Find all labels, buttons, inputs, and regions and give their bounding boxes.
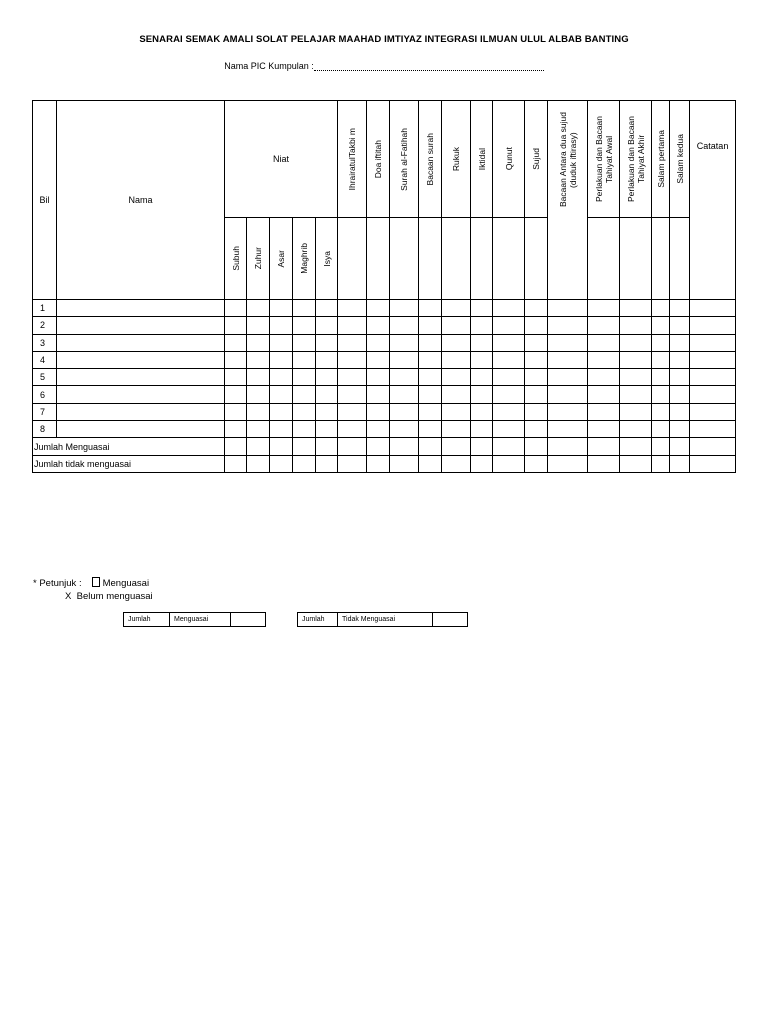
summary-cell[interactable] <box>390 438 419 455</box>
blank-cell <box>367 218 390 300</box>
check-cell[interactable] <box>525 351 548 368</box>
check-cell[interactable] <box>442 369 471 386</box>
jumlah-label: Jumlah <box>124 613 170 627</box>
check-cell[interactable] <box>493 403 525 420</box>
check-cell[interactable] <box>471 421 493 438</box>
check-cell[interactable] <box>225 369 247 386</box>
check-cell[interactable] <box>367 334 390 351</box>
check-cell[interactable] <box>670 369 690 386</box>
summary-cell[interactable] <box>293 455 316 472</box>
check-cell[interactable] <box>247 334 270 351</box>
check-cell[interactable] <box>293 317 316 334</box>
table-row <box>33 386 736 403</box>
check-cell[interactable] <box>247 369 270 386</box>
check-cell[interactable] <box>316 386 338 403</box>
check-cell[interactable] <box>588 334 620 351</box>
check-cell[interactable] <box>442 421 471 438</box>
checkbox-icon <box>92 577 100 587</box>
summary-cell[interactable] <box>316 438 338 455</box>
catatan-cell[interactable] <box>690 300 736 317</box>
check-cell[interactable] <box>390 317 419 334</box>
catatan-cell[interactable] <box>690 317 736 334</box>
row-number: 7 <box>33 403 57 420</box>
catatan-cell[interactable] <box>690 421 736 438</box>
header-antara-sujud: Bacaan Antara dua sujud (duduk iftirasy) <box>548 101 588 300</box>
check-cell[interactable] <box>338 317 367 334</box>
check-cell[interactable] <box>338 421 367 438</box>
summary-row-menguasai <box>33 438 736 455</box>
table-row <box>33 317 736 334</box>
check-cell[interactable] <box>670 386 690 403</box>
check-cell[interactable] <box>471 386 493 403</box>
check-cell[interactable] <box>652 300 670 317</box>
check-cell[interactable] <box>442 334 471 351</box>
check-cell[interactable] <box>293 386 316 403</box>
check-cell[interactable] <box>390 300 419 317</box>
check-cell[interactable] <box>316 421 338 438</box>
blank-cell <box>588 218 620 300</box>
name-cell[interactable] <box>57 403 225 420</box>
name-cell[interactable] <box>57 317 225 334</box>
jumlah-tidak-menguasai-box <box>297 612 468 627</box>
pic-label: Nama PIC Kumpulan : <box>224 61 314 71</box>
blank-cell <box>442 218 471 300</box>
summary-cell[interactable] <box>367 438 390 455</box>
row-number: 1 <box>33 300 57 317</box>
summary-cell[interactable] <box>419 438 442 455</box>
summary-label-tidak-menguasai: Jumlah tidak menguasai <box>33 455 225 472</box>
summary-cell[interactable] <box>548 455 588 472</box>
catatan-cell[interactable] <box>690 386 736 403</box>
check-cell[interactable] <box>442 403 471 420</box>
check-cell[interactable] <box>367 317 390 334</box>
check-cell[interactable] <box>588 386 620 403</box>
header-catatan: Catatan <box>690 101 736 300</box>
check-cell[interactable] <box>442 386 471 403</box>
check-cell[interactable] <box>367 421 390 438</box>
check-cell[interactable] <box>548 300 588 317</box>
check-cell[interactable] <box>338 369 367 386</box>
check-cell[interactable] <box>225 403 247 420</box>
check-cell[interactable] <box>225 300 247 317</box>
summary-cell[interactable] <box>652 455 670 472</box>
check-cell[interactable] <box>316 334 338 351</box>
check-cell[interactable] <box>270 334 293 351</box>
check-cell[interactable] <box>338 386 367 403</box>
check-cell[interactable] <box>652 403 670 420</box>
check-cell[interactable] <box>316 403 338 420</box>
blank-cell <box>620 218 652 300</box>
summary-cell[interactable] <box>270 455 293 472</box>
jumlah-label: Jumlah <box>298 613 338 627</box>
header-asar: Asar <box>270 218 293 300</box>
pic-line <box>0 61 768 71</box>
name-cell[interactable] <box>57 369 225 386</box>
check-cell[interactable] <box>620 351 652 368</box>
check-cell[interactable] <box>620 334 652 351</box>
check-cell[interactable] <box>225 386 247 403</box>
summary-cell[interactable] <box>493 455 525 472</box>
tidak-menguasai-label: Tidak Menguasai <box>338 613 433 627</box>
check-cell[interactable] <box>247 421 270 438</box>
check-cell[interactable] <box>270 369 293 386</box>
summary-cell[interactable] <box>419 455 442 472</box>
header-isya: Isya <box>316 218 338 300</box>
catatan-cell[interactable] <box>690 334 736 351</box>
check-cell[interactable] <box>247 351 270 368</box>
check-cell[interactable] <box>652 317 670 334</box>
check-cell[interactable] <box>493 386 525 403</box>
check-cell[interactable] <box>419 334 442 351</box>
check-cell[interactable] <box>620 317 652 334</box>
check-cell[interactable] <box>525 369 548 386</box>
header-zuhur: Zuhur <box>247 218 270 300</box>
check-cell[interactable] <box>670 351 690 368</box>
catatan-cell[interactable] <box>690 369 736 386</box>
legend-tick-label: Menguasai <box>102 578 150 589</box>
summary-cell[interactable] <box>293 438 316 455</box>
check-cell[interactable] <box>493 300 525 317</box>
table-row <box>33 421 736 438</box>
check-cell[interactable] <box>225 421 247 438</box>
header-doa-iftitah: Doa iftitah <box>367 101 390 218</box>
check-cell[interactable] <box>588 403 620 420</box>
check-cell[interactable] <box>316 300 338 317</box>
blank-cell <box>525 218 548 300</box>
catatan-cell[interactable] <box>690 403 736 420</box>
summary-cell[interactable] <box>338 438 367 455</box>
summary-cell[interactable] <box>670 455 690 472</box>
legend-line-1 <box>33 577 153 590</box>
table-row <box>33 334 736 351</box>
check-cell[interactable] <box>525 386 548 403</box>
check-cell[interactable] <box>652 421 670 438</box>
legend <box>33 577 153 603</box>
row-number: 6 <box>33 386 57 403</box>
check-cell[interactable] <box>670 300 690 317</box>
header-nama: Nama <box>57 101 225 300</box>
header-niat: Niat <box>225 101 338 218</box>
check-cell[interactable] <box>390 369 419 386</box>
header-qunut: Qunut <box>493 101 525 218</box>
check-cell[interactable] <box>270 386 293 403</box>
check-cell[interactable] <box>442 317 471 334</box>
check-cell[interactable] <box>316 351 338 368</box>
check-cell[interactable] <box>247 386 270 403</box>
x-mark-icon: X <box>65 591 72 602</box>
table-row <box>33 403 736 420</box>
check-cell[interactable] <box>652 369 670 386</box>
header-tahiyat-akhir: Perlakuan dan Bacaan Tahiyat Akhir <box>620 101 652 218</box>
checklist-table <box>32 100 736 473</box>
check-cell[interactable] <box>652 351 670 368</box>
legend-line-2 <box>33 590 153 603</box>
summary-cell[interactable] <box>493 438 525 455</box>
check-cell[interactable] <box>525 317 548 334</box>
check-cell[interactable] <box>419 300 442 317</box>
summary-cell[interactable] <box>367 455 390 472</box>
check-cell[interactable] <box>316 369 338 386</box>
check-cell[interactable] <box>525 421 548 438</box>
blank-cell <box>419 218 442 300</box>
header-row <box>33 101 736 218</box>
check-cell[interactable] <box>548 369 588 386</box>
summary-cell[interactable] <box>270 438 293 455</box>
blank-cell <box>493 218 525 300</box>
row-number: 8 <box>33 421 57 438</box>
check-cell[interactable] <box>293 300 316 317</box>
check-cell[interactable] <box>225 351 247 368</box>
check-cell[interactable] <box>670 403 690 420</box>
check-cell[interactable] <box>419 351 442 368</box>
check-cell[interactable] <box>588 369 620 386</box>
check-cell[interactable] <box>620 403 652 420</box>
document-title: SENARAI SEMAK AMALI SOLAT PELAJAR MAAHAD IMTIYAZ INTEGRASI ILMUAN ULUL ALBAB BANTING <box>139 34 629 45</box>
name-cell[interactable] <box>57 334 225 351</box>
header-tahiyat-awal: Perlakuan dan Bacaan Tahiyat Awal <box>588 101 620 218</box>
check-cell[interactable] <box>548 386 588 403</box>
summary-row-tidak-menguasai <box>33 455 736 472</box>
blank-cell <box>338 218 367 300</box>
check-cell[interactable] <box>247 300 270 317</box>
summary-cell[interactable] <box>588 438 620 455</box>
check-cell[interactable] <box>338 403 367 420</box>
check-cell[interactable] <box>293 369 316 386</box>
tidak-menguasai-total-field[interactable] <box>433 613 468 627</box>
summary-cell[interactable] <box>247 455 270 472</box>
blank-cell <box>390 218 419 300</box>
summary-cell[interactable] <box>525 455 548 472</box>
summary-cell[interactable] <box>652 438 670 455</box>
check-cell[interactable] <box>390 421 419 438</box>
check-cell[interactable] <box>670 421 690 438</box>
check-cell[interactable] <box>367 351 390 368</box>
row-number: 4 <box>33 351 57 368</box>
check-cell[interactable] <box>670 334 690 351</box>
summary-cell[interactable] <box>620 455 652 472</box>
table-row <box>33 351 736 368</box>
check-cell[interactable] <box>316 317 338 334</box>
summary-cell[interactable] <box>525 438 548 455</box>
check-cell[interactable] <box>390 386 419 403</box>
check-cell[interactable] <box>670 317 690 334</box>
check-cell[interactable] <box>588 317 620 334</box>
check-cell[interactable] <box>419 386 442 403</box>
jumlah-menguasai-box <box>123 612 266 627</box>
check-cell[interactable] <box>525 300 548 317</box>
check-cell[interactable] <box>471 300 493 317</box>
check-cell[interactable] <box>652 334 670 351</box>
summary-cell[interactable] <box>670 438 690 455</box>
table-row <box>33 369 736 386</box>
summary-cell[interactable] <box>588 455 620 472</box>
check-cell[interactable] <box>525 403 548 420</box>
summary-cell[interactable] <box>338 455 367 472</box>
check-cell[interactable] <box>293 334 316 351</box>
check-cell[interactable] <box>471 403 493 420</box>
summary-cell[interactable] <box>690 455 736 472</box>
header-salam-pertama: Salam pertama <box>652 101 670 218</box>
check-cell[interactable] <box>620 369 652 386</box>
check-cell[interactable] <box>390 403 419 420</box>
check-cell[interactable] <box>442 351 471 368</box>
legend-prefix: * Petunjuk : <box>33 578 82 589</box>
summary-cell[interactable] <box>390 455 419 472</box>
check-cell[interactable] <box>548 403 588 420</box>
check-cell[interactable] <box>548 421 588 438</box>
check-cell[interactable] <box>442 300 471 317</box>
check-cell[interactable] <box>367 386 390 403</box>
check-cell[interactable] <box>367 369 390 386</box>
check-cell[interactable] <box>390 334 419 351</box>
check-cell[interactable] <box>588 300 620 317</box>
header-takbir: IhrairatulTakbi m <box>338 101 367 218</box>
check-cell[interactable] <box>493 317 525 334</box>
check-cell[interactable] <box>471 334 493 351</box>
check-cell[interactable] <box>367 403 390 420</box>
check-cell[interactable] <box>588 421 620 438</box>
summary-cell[interactable] <box>442 438 471 455</box>
check-cell[interactable] <box>493 369 525 386</box>
check-cell[interactable] <box>338 300 367 317</box>
check-cell[interactable] <box>620 421 652 438</box>
blank-cell <box>652 218 670 300</box>
check-cell[interactable] <box>493 421 525 438</box>
check-cell[interactable] <box>293 351 316 368</box>
check-cell[interactable] <box>548 351 588 368</box>
summary-cell[interactable] <box>471 438 493 455</box>
check-cell[interactable] <box>588 351 620 368</box>
menguasai-label: Menguasai <box>170 613 231 627</box>
name-cell[interactable] <box>57 300 225 317</box>
summary-cell[interactable] <box>442 455 471 472</box>
check-cell[interactable] <box>620 300 652 317</box>
summary-cell[interactable] <box>225 455 247 472</box>
summary-cell[interactable] <box>471 455 493 472</box>
check-cell[interactable] <box>338 351 367 368</box>
table-row <box>33 300 736 317</box>
check-cell[interactable] <box>247 403 270 420</box>
check-cell[interactable] <box>270 421 293 438</box>
check-cell[interactable] <box>419 369 442 386</box>
pic-name-blank[interactable] <box>314 61 544 71</box>
check-cell[interactable] <box>419 403 442 420</box>
legend-x-label: Belum menguasai <box>76 591 153 602</box>
row-number: 5 <box>33 369 57 386</box>
check-cell[interactable] <box>652 386 670 403</box>
row-number: 3 <box>33 334 57 351</box>
check-cell[interactable] <box>390 351 419 368</box>
check-cell[interactable] <box>548 334 588 351</box>
header-subuh: Subuh <box>225 218 247 300</box>
header-fatihah: Surah al-Fatihah <box>390 101 419 218</box>
menguasai-total-field[interactable] <box>231 613 266 627</box>
summary-cell[interactable] <box>548 438 588 455</box>
check-cell[interactable] <box>493 351 525 368</box>
check-cell[interactable] <box>225 317 247 334</box>
check-cell[interactable] <box>338 334 367 351</box>
check-cell[interactable] <box>493 334 525 351</box>
check-cell[interactable] <box>471 317 493 334</box>
summary-cell[interactable] <box>247 438 270 455</box>
check-cell[interactable] <box>270 317 293 334</box>
header-sujud: Sujud <box>525 101 548 218</box>
header-iktidal: Iktidal <box>471 101 493 218</box>
blank-cell <box>471 218 493 300</box>
check-cell[interactable] <box>247 317 270 334</box>
name-cell[interactable] <box>57 421 225 438</box>
name-cell[interactable] <box>57 386 225 403</box>
name-cell[interactable] <box>57 351 225 368</box>
catatan-cell[interactable] <box>690 351 736 368</box>
header-bacaan-surah: Bacaan surah <box>419 101 442 218</box>
summary-label-menguasai: Jumlah Menguasai <box>33 438 225 455</box>
check-cell[interactable] <box>293 421 316 438</box>
summary-cell[interactable] <box>620 438 652 455</box>
check-cell[interactable] <box>525 334 548 351</box>
check-cell[interactable] <box>471 351 493 368</box>
blank-cell <box>670 218 690 300</box>
check-cell[interactable] <box>419 421 442 438</box>
check-cell[interactable] <box>270 300 293 317</box>
check-cell[interactable] <box>225 334 247 351</box>
check-cell[interactable] <box>270 403 293 420</box>
check-cell[interactable] <box>270 351 293 368</box>
check-cell[interactable] <box>293 403 316 420</box>
summary-cell[interactable] <box>690 438 736 455</box>
row-number: 2 <box>33 317 57 334</box>
summary-cell[interactable] <box>225 438 247 455</box>
header-rukuk: Rukuk <box>442 101 471 218</box>
header-maghrib: Maghrib <box>293 218 316 300</box>
check-cell[interactable] <box>471 369 493 386</box>
check-cell[interactable] <box>367 300 390 317</box>
summary-cell[interactable] <box>316 455 338 472</box>
check-cell[interactable] <box>548 317 588 334</box>
check-cell[interactable] <box>620 386 652 403</box>
header-salam-kedua: Salam kedua <box>670 101 690 218</box>
check-cell[interactable] <box>419 317 442 334</box>
header-bil: Bil <box>33 101 57 300</box>
